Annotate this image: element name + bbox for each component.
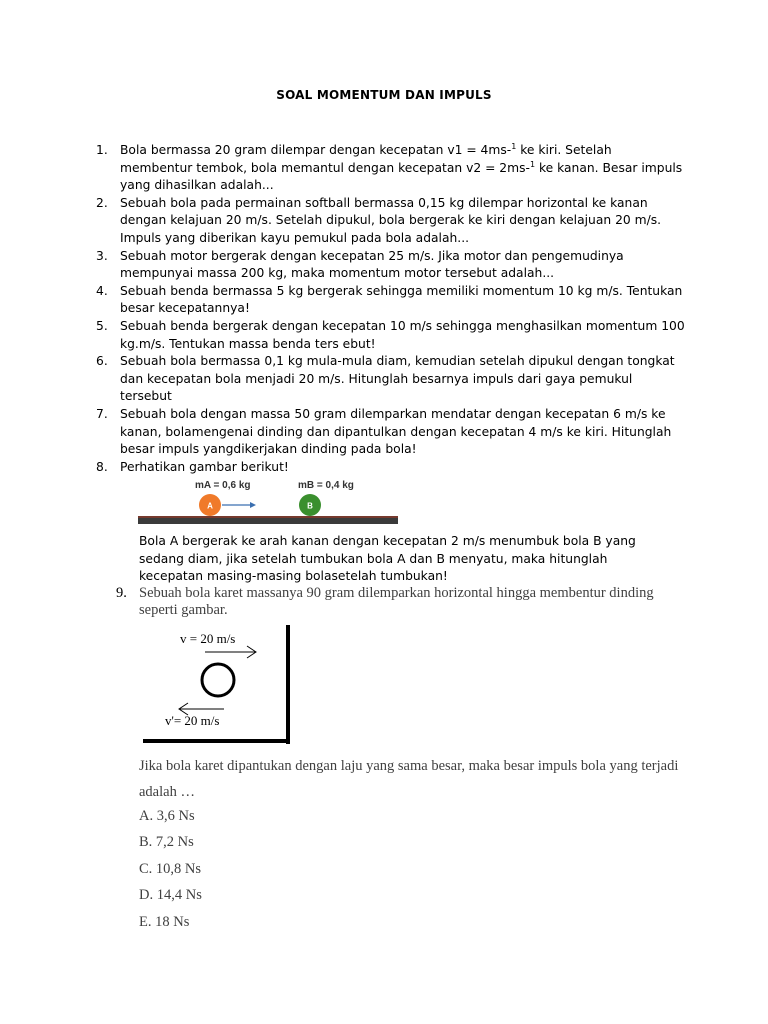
question-9 [116, 585, 676, 619]
ball-b-letter: B [307, 501, 313, 511]
option-a: A. 3,6 Ns [139, 808, 195, 824]
option-d: D. 14,4 Ns [139, 887, 202, 904]
question-number: 7. [96, 406, 108, 421]
question-text: Sebuah bola pada permainan softball bermassa 0,15 kg dilempar horizontal ke kanan dengan kelajuan 20 m/s. Setelah dipukul, bola bergerak ke kiri dengan kelajuan 20 m/s. Impuls yang diberikan kayu pemukul pada bola adalah... [120, 195, 662, 245]
question-text: Sebuah bola karet massanya 90 gram dilemparkan horizontal hingga membentur dinding seperti gambar. [139, 585, 654, 618]
mass-b-label: mB = 0,4 kg [298, 480, 354, 491]
question-text: Perhatikan gambar berikut! [120, 459, 289, 474]
document-title: SOAL MOMENTUM DAN IMPULS [276, 88, 492, 102]
question-2 [96, 195, 686, 248]
question-number: 3. [96, 248, 108, 263]
question-text: Sebuah motor bergerak dengan kecepatan 25 m/s. Jika motor dan pengemudinya mempunyai massa 200 kg, maka momentum motor tersebut adalah... [120, 248, 624, 281]
question-list [96, 142, 686, 476]
rubber-ball [202, 664, 234, 696]
question-number: 4. [96, 283, 108, 298]
initial-velocity-label: v = 20 m/s [180, 631, 236, 646]
question-7 [96, 406, 686, 459]
option-b: B. 7,2 Ns [139, 834, 194, 851]
question-number: 5. [96, 318, 108, 333]
question-4 [96, 283, 686, 318]
question-number: 6. [96, 354, 108, 369]
wall-bounce-figure [140, 622, 295, 747]
collision-figure [138, 474, 400, 528]
answer-options [139, 805, 202, 937]
question-number: 8. [96, 459, 108, 474]
ball-a-letter: A [207, 501, 213, 511]
question-text: Bola bermassa 20 gram dilempar dengan kecepatan v1 = 4ms-$^1$ ke kiri. Setelah membentur tembok, bola memantul dengan kecepatan v2 = 2ms-$^1$ ke kanan. Besar impuls yang dihasilkan adalah... [120, 142, 683, 193]
question-9-prompt: Jika bola karet dipantukan dengan laju yang sama besar, maka besar impuls bola yang terjadi adalah … [139, 758, 679, 800]
question-text: Sebuah benda bermassa 5 kg bergerak sehingga memiliki momentum 10 kg m/s. Tentukan besar kecepatannya! [120, 283, 683, 316]
mass-a-label: mA = 0,6 kg [195, 480, 251, 491]
question-text: Sebuah bola dengan massa 50 gram dilemparkan mendatar dengan kecepatan 6 m/s ke kanan, bolamengenai dinding dan dipantulkan dengan kecepatan 4 m/s ke kiri. Hitunglah besar impuls yangdikerjakan dinding pada bola! [120, 406, 672, 457]
question-3 [96, 248, 686, 283]
question-text: Sebuah benda bergerak dengan kecepatan 10 m/s sehingga menghasilkan momentum 100 kg.m/s. Tentukan massa benda ters ebut! [120, 318, 685, 351]
question-8-description: Bola A bergerak ke arah kanan dengan kecepatan 2 m/s menumbuk bola B yang sedang diam, jika setelah tumbukan bola A dan B menyatu, maka hitunglah kecepatan masing-masing bolasetelah tumbukan! [139, 534, 636, 584]
question-text: Sebuah bola bermassa 0,1 kg mula-mula diam, kemudian setelah dipukul dengan tongkat dan kecepatan bola menjadi 20 m/s. Hitunglah besarnya impuls dari gaya pemukul tersebut [120, 354, 675, 404]
option-e: E. 18 Ns [139, 913, 190, 930]
question-number: 2. [96, 195, 108, 210]
question-number: 9. [116, 585, 127, 601]
arrow-head-icon [250, 502, 256, 508]
question-1 [96, 142, 686, 195]
question-5 [96, 318, 686, 353]
option-c: C. 10,8 Ns [139, 860, 202, 877]
question-number: 1. [96, 143, 108, 157]
final-velocity-label: v'= 20 m/s [165, 713, 220, 728]
question-6 [96, 353, 686, 406]
